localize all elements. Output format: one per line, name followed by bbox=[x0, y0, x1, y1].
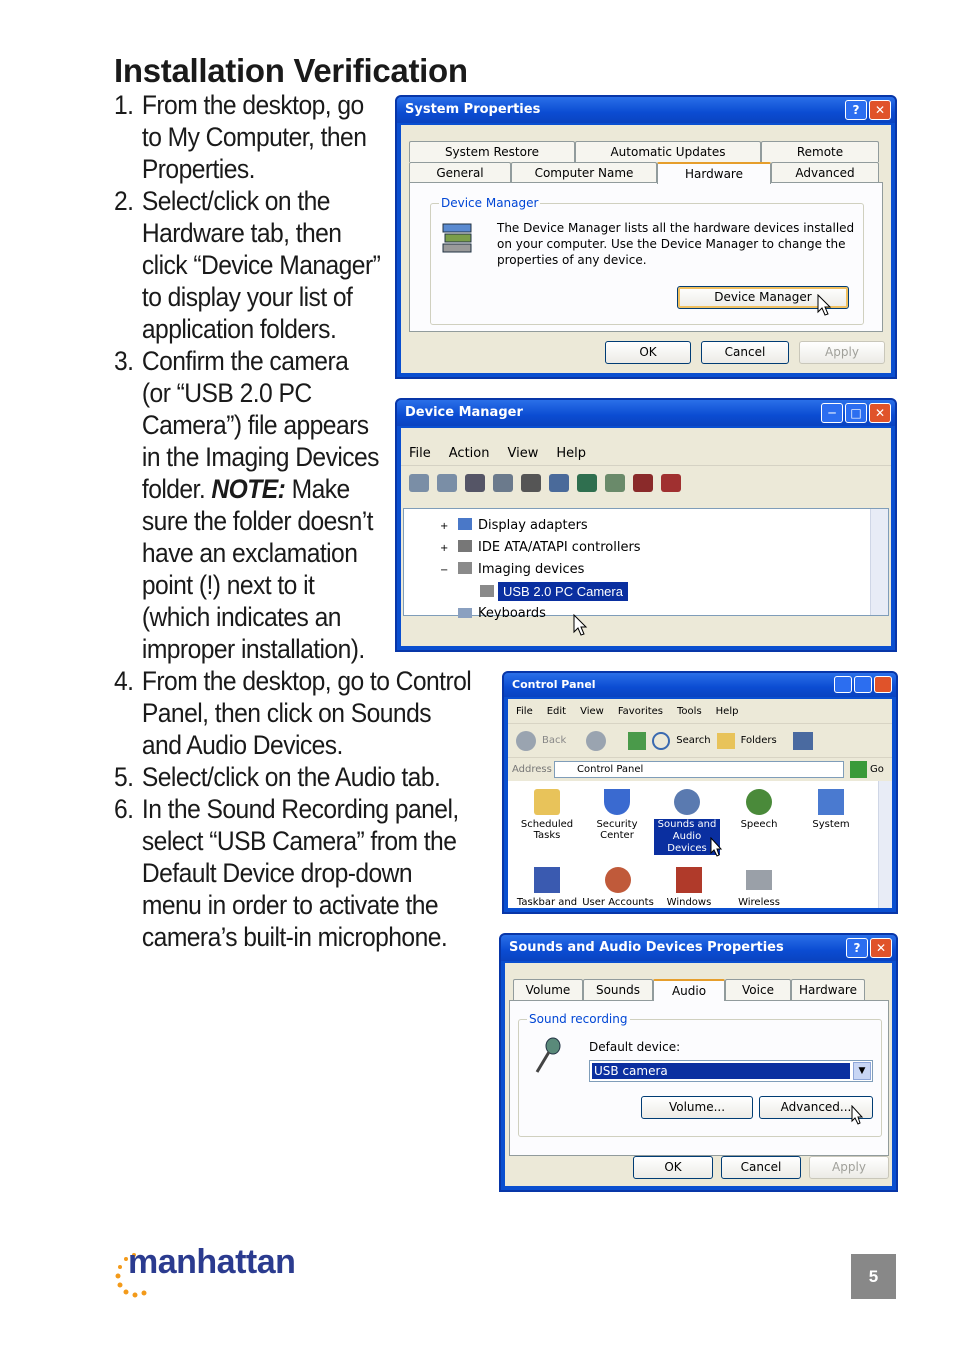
menu-help[interactable]: Help bbox=[715, 705, 739, 717]
title-bar bbox=[397, 400, 895, 426]
device-manager-window bbox=[395, 398, 897, 652]
system-icon bbox=[818, 789, 844, 815]
cp-item-user-accounts[interactable]: User Accounts bbox=[580, 867, 656, 908]
step-line: have an exclamation bbox=[141, 538, 358, 568]
tab-sounds[interactable]: Sounds bbox=[583, 979, 653, 1001]
go-arrow-icon[interactable] bbox=[850, 761, 867, 778]
toolbar bbox=[401, 474, 891, 492]
camera-icon bbox=[458, 562, 472, 574]
step-line: to My Computer, then bbox=[141, 122, 367, 152]
step-number: 6. bbox=[114, 794, 134, 824]
search-label[interactable]: Search bbox=[676, 735, 711, 746]
close-button[interactable]: ✕ bbox=[869, 403, 891, 423]
volume-button[interactable]: Volume... bbox=[641, 1096, 753, 1119]
keyboard-icon bbox=[458, 608, 472, 618]
selected-value: USB camera bbox=[592, 1063, 850, 1079]
audio-panel bbox=[509, 1000, 889, 1156]
step-line: and Audio Devices. bbox=[141, 730, 343, 760]
window-title: Control Panel bbox=[512, 678, 596, 691]
step-line: Properties. bbox=[141, 154, 255, 184]
views-icon[interactable] bbox=[793, 732, 813, 750]
page-number: 5 bbox=[851, 1254, 896, 1299]
step-line: (which indicates an bbox=[141, 602, 341, 632]
device-manager-button[interactable]: Device Manager bbox=[677, 286, 849, 309]
step-number: 4. bbox=[114, 666, 134, 696]
toolbar bbox=[508, 723, 892, 757]
update-driver-icon[interactable] bbox=[605, 474, 625, 492]
scan-icon[interactable] bbox=[577, 474, 597, 492]
properties-icon[interactable] bbox=[493, 474, 513, 492]
go-label[interactable]: Go bbox=[870, 764, 884, 775]
note-suffix: Make bbox=[291, 474, 350, 504]
step-note-line bbox=[142, 473, 379, 505]
step-line: Panel, then click on Sounds bbox=[141, 698, 431, 728]
step-line: camera’s built-in microphone. bbox=[141, 922, 448, 952]
folders-label[interactable]: Folders bbox=[740, 735, 777, 746]
advanced-button[interactable]: Advanced... bbox=[759, 1096, 873, 1119]
shield-icon bbox=[604, 789, 630, 815]
step-line: Select/click on the Audio tab. bbox=[141, 762, 441, 792]
close-button[interactable]: ✕ bbox=[870, 938, 892, 958]
device-manager-group bbox=[430, 196, 864, 325]
window-title: System Properties bbox=[405, 102, 541, 117]
taskbar-icon bbox=[534, 867, 560, 893]
close-button[interactable]: ✕ bbox=[869, 100, 891, 120]
default-device-select[interactable] bbox=[589, 1060, 873, 1082]
step-line: to display your list of bbox=[141, 282, 353, 312]
tab-system-restore[interactable]: System Restore bbox=[409, 141, 575, 162]
cp-item-wireless[interactable]: Wireless bbox=[728, 867, 790, 908]
maximize-button[interactable] bbox=[854, 676, 872, 693]
menu-view[interactable]: View bbox=[580, 705, 604, 717]
cp-item-system[interactable]: System bbox=[800, 789, 862, 830]
brand-logo: manhattan bbox=[128, 1243, 296, 1281]
hardware-panel bbox=[409, 182, 883, 332]
help-button[interactable]: ? bbox=[845, 100, 867, 120]
window-body bbox=[401, 428, 891, 646]
step-line: select “USB Camera” from the bbox=[141, 826, 457, 856]
uninstall-icon[interactable] bbox=[661, 474, 681, 492]
device-tree bbox=[403, 508, 889, 621]
print-icon[interactable] bbox=[521, 474, 541, 492]
tree-item-ide-controllers[interactable]: + IDE ATA/ATAPI controllers bbox=[440, 537, 641, 559]
device-manager-icon bbox=[439, 218, 479, 258]
tab-hardware[interactable]: Hardware bbox=[791, 979, 865, 1001]
menu-action[interactable]: Action bbox=[448, 446, 490, 461]
step-line: (or “USB 2.0 PC bbox=[141, 378, 312, 408]
vertical-scrollbar[interactable] bbox=[870, 509, 888, 615]
step-line: point (!) next to it bbox=[141, 570, 315, 600]
window-title: Sounds and Audio Devices Properties bbox=[509, 940, 784, 955]
tree-item-display-adapters[interactable]: + Display adapters bbox=[440, 515, 641, 537]
group-label: Device Manager bbox=[441, 196, 539, 210]
webcam-icon bbox=[480, 585, 494, 597]
menu-bar bbox=[401, 442, 891, 466]
search-icon[interactable] bbox=[652, 732, 670, 750]
system-properties-window bbox=[395, 95, 897, 379]
description-line: properties of any device. bbox=[497, 253, 647, 267]
window-body bbox=[508, 699, 892, 908]
apply-button[interactable]: Apply bbox=[809, 1156, 889, 1179]
address-bar bbox=[508, 757, 892, 781]
tree-item-keyboards[interactable]: Keyboards bbox=[440, 603, 641, 624]
menu-file[interactable]: File bbox=[516, 705, 533, 717]
cp-item-windows-firewall[interactable]: Windows bbox=[658, 867, 720, 908]
menu-file[interactable]: File bbox=[409, 446, 431, 461]
collapse-icon[interactable]: − bbox=[440, 565, 449, 576]
control-panel-window bbox=[502, 671, 898, 914]
description-line: The Device Manager lists all the hardware devices installed bbox=[497, 221, 855, 235]
step-line: From the desktop, go to Control bbox=[141, 666, 472, 696]
wireless-icon bbox=[746, 870, 772, 890]
help-icon[interactable] bbox=[549, 474, 569, 492]
tab-hardware[interactable]: Hardware bbox=[657, 162, 771, 184]
firewall-icon bbox=[676, 867, 702, 893]
tree-item-usb-camera[interactable]: USB 2.0 PC Camera bbox=[440, 581, 641, 603]
menu-view[interactable]: View bbox=[507, 446, 539, 461]
title-bar bbox=[504, 673, 896, 697]
step-number: 5. bbox=[114, 762, 134, 792]
step-line: Hardware tab, then bbox=[141, 218, 342, 248]
step-line: sure the folder doesn’t bbox=[141, 506, 373, 536]
tab-voice[interactable]: Voice bbox=[725, 979, 791, 1001]
cp-item-taskbar[interactable]: Taskbar and bbox=[514, 867, 580, 908]
tab-remote[interactable]: Remote bbox=[761, 141, 879, 162]
console-icon[interactable] bbox=[465, 474, 485, 492]
apply-button[interactable]: Apply bbox=[799, 341, 885, 364]
cancel-button[interactable]: Cancel bbox=[701, 341, 789, 364]
cp-item-scheduled-tasks[interactable]: Scheduled Tasks bbox=[516, 789, 578, 841]
window-body bbox=[401, 125, 891, 373]
tab-advanced[interactable]: Advanced bbox=[771, 162, 879, 184]
folders-icon[interactable] bbox=[717, 733, 735, 749]
tab-automatic-updates[interactable]: Automatic Updates bbox=[575, 141, 761, 162]
back-arrow-icon[interactable] bbox=[409, 474, 429, 492]
step-line: Default Device drop-down bbox=[141, 858, 413, 888]
tab-volume[interactable]: Volume bbox=[513, 979, 583, 1001]
speech-icon bbox=[746, 789, 772, 815]
users-icon bbox=[605, 867, 631, 893]
step-line: Select/click on the bbox=[141, 186, 330, 216]
microphone-icon bbox=[531, 1036, 565, 1076]
ok-button[interactable]: OK bbox=[605, 341, 691, 364]
close-button[interactable] bbox=[874, 676, 892, 693]
group-label: Sound recording bbox=[529, 1012, 628, 1026]
step-line: Confirm the camera bbox=[141, 346, 349, 376]
menu-favorites[interactable]: Favorites bbox=[617, 705, 664, 717]
minimize-button[interactable]: ─ bbox=[821, 403, 843, 423]
default-device-label: Default device: bbox=[589, 1040, 681, 1054]
speaker-icon bbox=[674, 789, 700, 815]
sound-recording-group bbox=[518, 1012, 882, 1137]
chevron-down-icon[interactable]: ▼ bbox=[853, 1062, 871, 1080]
tab-audio[interactable]: Audio bbox=[653, 979, 725, 1001]
expand-icon[interactable]: + bbox=[440, 521, 449, 532]
step-line: improper installation). bbox=[141, 634, 365, 664]
monitor-icon bbox=[458, 518, 472, 530]
address-input[interactable]: Control Panel bbox=[554, 761, 844, 778]
step-number: 3. bbox=[114, 346, 134, 376]
step-line: From the desktop, go bbox=[141, 90, 364, 120]
cp-item-security-center[interactable]: Security Center bbox=[586, 789, 648, 841]
maximize-button[interactable]: □ bbox=[845, 403, 867, 423]
expand-icon[interactable]: + bbox=[440, 543, 449, 554]
up-folder-icon[interactable] bbox=[628, 732, 646, 750]
forward-arrow-icon[interactable] bbox=[437, 474, 457, 492]
note-label: NOTE: bbox=[211, 474, 286, 504]
step-line: In the Sound Recording panel, bbox=[141, 794, 459, 824]
window-body bbox=[505, 963, 892, 1186]
menu-help[interactable]: Help bbox=[556, 446, 586, 461]
forward-arrow-icon[interactable] bbox=[586, 731, 606, 751]
step-line: click “Device Manager” bbox=[141, 250, 381, 280]
tab-computer-name[interactable]: Computer Name bbox=[511, 162, 657, 184]
menu-tools[interactable]: Tools bbox=[677, 705, 702, 717]
title-bar bbox=[397, 97, 895, 123]
menu-edit[interactable]: Edit bbox=[546, 705, 567, 717]
back-label[interactable]: Back bbox=[542, 735, 567, 746]
disable-icon[interactable] bbox=[633, 474, 653, 492]
tab-general[interactable]: General bbox=[409, 162, 511, 184]
drive-icon bbox=[458, 540, 472, 552]
title-bar bbox=[501, 935, 896, 961]
page-title: Installation Verification bbox=[114, 52, 468, 89]
step-line: Camera”) file appears bbox=[141, 410, 369, 440]
step-number: 2. bbox=[114, 186, 134, 216]
step-line: in the Imaging Devices bbox=[141, 442, 379, 472]
address-label: Address bbox=[512, 764, 552, 775]
tree-item-imaging-devices[interactable]: − Imaging devices bbox=[440, 559, 641, 581]
minimize-button[interactable] bbox=[834, 676, 852, 693]
ok-button[interactable]: OK bbox=[633, 1156, 713, 1179]
back-arrow-icon[interactable] bbox=[516, 731, 536, 751]
step-number: 1. bbox=[114, 90, 134, 120]
step-line: menu in order to activate the bbox=[141, 890, 439, 920]
vertical-scrollbar[interactable] bbox=[878, 781, 892, 908]
step-line: application folders. bbox=[141, 314, 337, 344]
cp-item-speech[interactable]: Speech bbox=[728, 789, 790, 830]
note-prefix: folder. bbox=[141, 474, 206, 504]
menu-bar bbox=[508, 699, 892, 723]
window-title: Device Manager bbox=[405, 405, 523, 420]
scheduled-tasks-icon bbox=[534, 789, 560, 815]
icon-grid bbox=[508, 781, 878, 908]
cancel-button[interactable]: Cancel bbox=[721, 1156, 801, 1179]
cp-item-sounds-audio[interactable]: Sounds and Audio Devices bbox=[654, 789, 720, 855]
description-line: on your computer. Use the Device Manager to change the bbox=[497, 237, 846, 251]
help-button[interactable]: ? bbox=[846, 938, 868, 958]
sounds-audio-properties-window bbox=[499, 933, 898, 1192]
